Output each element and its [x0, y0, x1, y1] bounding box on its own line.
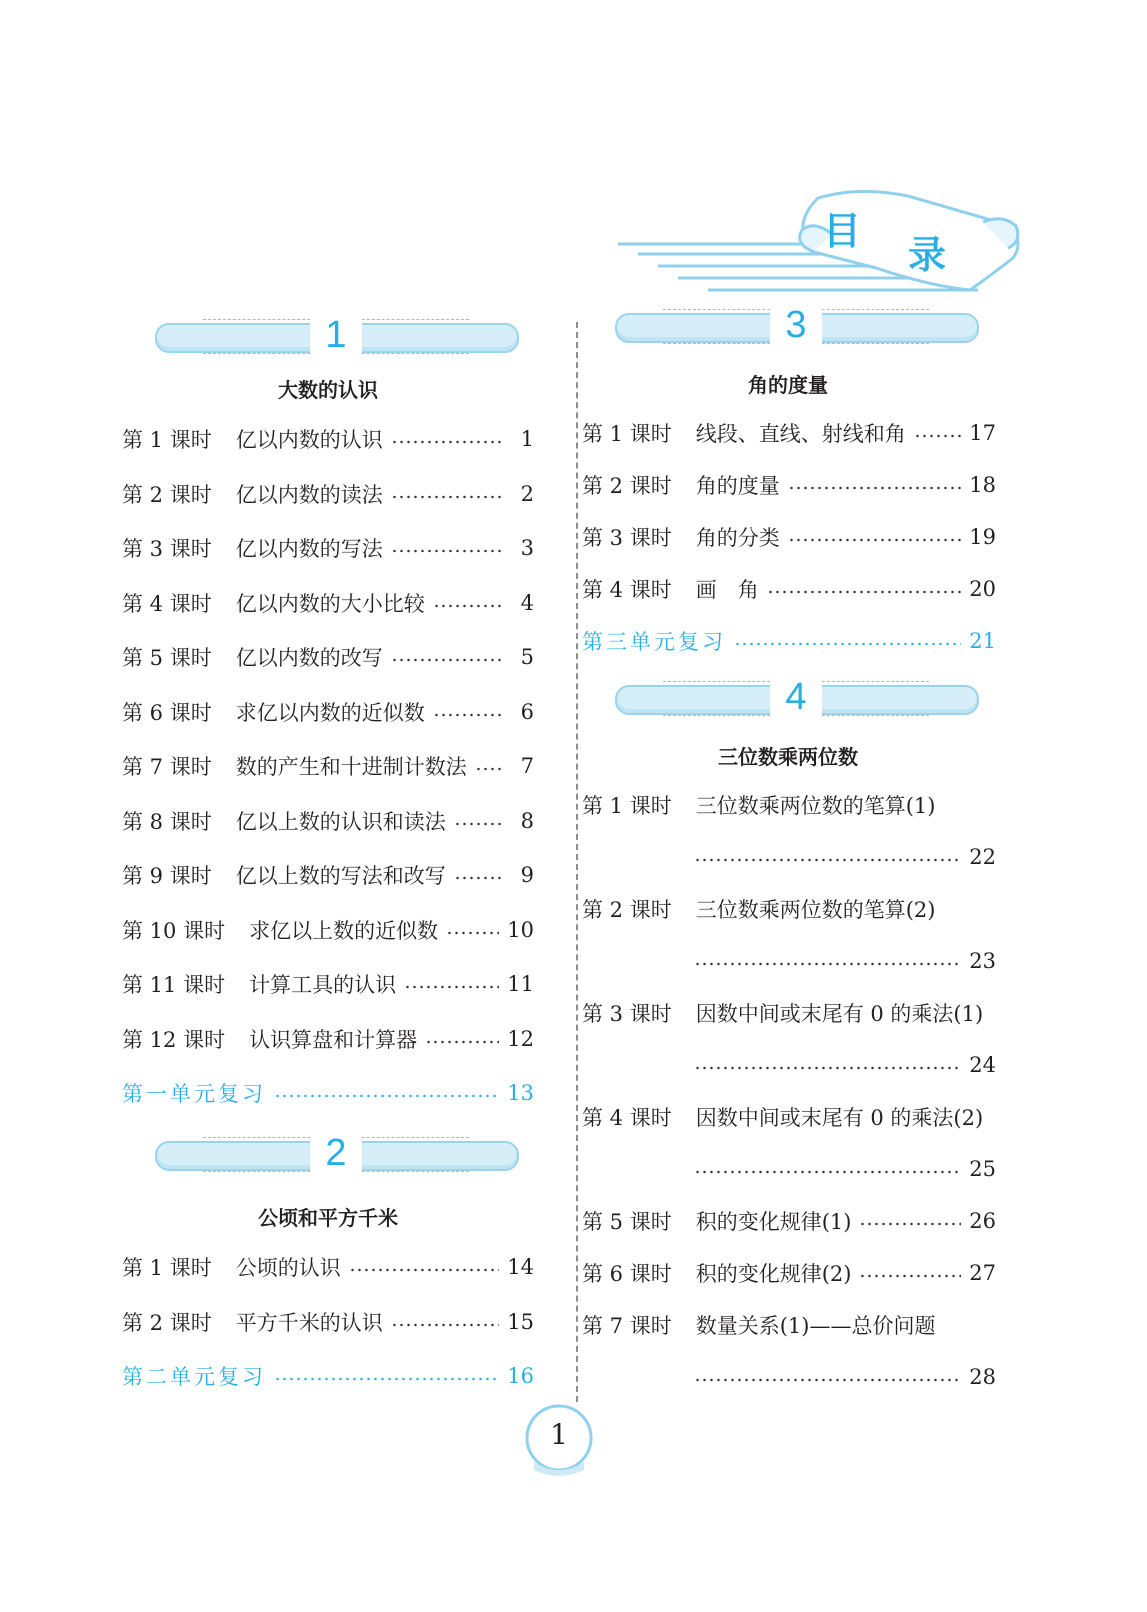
unit-3-band	[615, 306, 977, 346]
toc-entry[interactable]: 第 11 课时 计算工具的认识 11	[122, 972, 534, 997]
toc-entry[interactable]: 第 10 课时 求亿以上数的近似数 10	[122, 917, 534, 943]
toc-entry[interactable]: 第 2 课时 三位数乘两位数的笔算(2)	[582, 898, 936, 922]
toc-entry[interactable]: 第 4 课时 亿以内数的大小比较 4	[122, 590, 534, 616]
page-number-badge	[522, 1404, 596, 1478]
toc-entry[interactable]: 第 5 课时 亿以内数的改写 5	[122, 645, 534, 670]
unit-3-lessons	[582, 418, 996, 656]
toc-entry[interactable]: 第 3 课时 因数中间或末尾有 0 的乘法(1)	[582, 1002, 984, 1026]
toc-entry[interactable]: 第 6 课时 积的变化规律(2) 27	[582, 1261, 996, 1286]
column-divider	[576, 322, 578, 1402]
toc-entry[interactable]: 第 9 课时 亿以上数的写法和改写 9	[122, 863, 534, 888]
unit-3-title: 角的度量	[748, 373, 828, 397]
toc-entry[interactable]: 第 2 课时 平方千米的认识 15	[122, 1309, 534, 1335]
unit-4-band	[615, 678, 977, 718]
toc-title-banner	[618, 186, 1028, 304]
toc-entry[interactable]: 第 1 课时 三位数乘两位数的笔算(1)	[582, 794, 936, 818]
toc-review-entry[interactable]: 第二单元复习 16	[122, 1364, 534, 1389]
unit-2-lessons	[122, 1252, 534, 1391]
toc-title-char-1: 目	[823, 209, 862, 253]
toc-entry[interactable]: 第 3 课时 亿以内数的写法 3	[122, 536, 534, 561]
toc-entry[interactable]: 第 1 课时 公顷的认识 14	[122, 1255, 534, 1280]
toc-entry[interactable]: 第 4 课时 画 角 20	[582, 577, 996, 602]
toc-title-char-2: 录	[908, 233, 947, 277]
toc-entry[interactable]: 第 7 课时 数量关系(1)——总价问题	[582, 1314, 936, 1338]
toc-entry[interactable]: 第 4 课时 因数中间或末尾有 0 的乘法(2)	[582, 1106, 984, 1130]
toc-entry[interactable]: 第 1 课时 亿以内数的认识 1	[122, 427, 534, 452]
toc-entry[interactable]: 第 6 课时 求亿以内数的近似数 6	[122, 699, 534, 725]
toc-entry[interactable]: 第 12 课时 认识算盘和计算器 12	[122, 1026, 534, 1052]
toc-entry-continuation[interactable]: 28	[694, 1362, 996, 1392]
toc-entry[interactable]: 第 1 课时 线段、直线、射线和角 17	[582, 421, 996, 446]
unit-1-title: 大数的认识	[278, 378, 378, 402]
toc-entry-continuation[interactable]: 24	[694, 1050, 996, 1080]
unit-1-lessons	[122, 424, 534, 1108]
toc-entry[interactable]: 第 7 课时 数的产生和十进制计数法 7	[122, 754, 534, 779]
unit-2-title: 公顷和平方千米	[258, 1206, 398, 1230]
toc-review-entry[interactable]: 第三单元复习 21	[582, 629, 996, 654]
toc-entry[interactable]: 第 2 课时 角的度量 18	[582, 473, 996, 498]
toc-entry-continuation[interactable]: 22	[694, 842, 996, 872]
page-number: 1	[550, 1418, 568, 1451]
toc-entry-continuation[interactable]: 25	[694, 1154, 996, 1184]
toc-entry-continuation[interactable]: 23	[694, 946, 996, 976]
toc-entry[interactable]: 第 3 课时 角的分类 19	[582, 525, 996, 550]
unit-number: 1	[325, 314, 347, 356]
toc-entry[interactable]: 第 8 课时 亿以上数的认识和读法 8	[122, 808, 534, 834]
unit-1-band	[155, 316, 517, 356]
unit-4-title: 三位数乘两位数	[718, 745, 858, 769]
unit-2-band	[155, 1134, 517, 1174]
unit-4-lessons	[582, 790, 996, 1392]
unit-number: 3	[785, 304, 807, 346]
toc-entry[interactable]: 第 2 课时 亿以内数的读法 2	[122, 481, 534, 507]
toc-entry[interactable]: 第 5 课时 积的变化规律(1) 26	[582, 1209, 996, 1234]
unit-number: 2	[325, 1132, 347, 1174]
unit-number: 4	[785, 676, 807, 718]
toc-review-entry[interactable]: 第一单元复习 13	[122, 1081, 534, 1106]
